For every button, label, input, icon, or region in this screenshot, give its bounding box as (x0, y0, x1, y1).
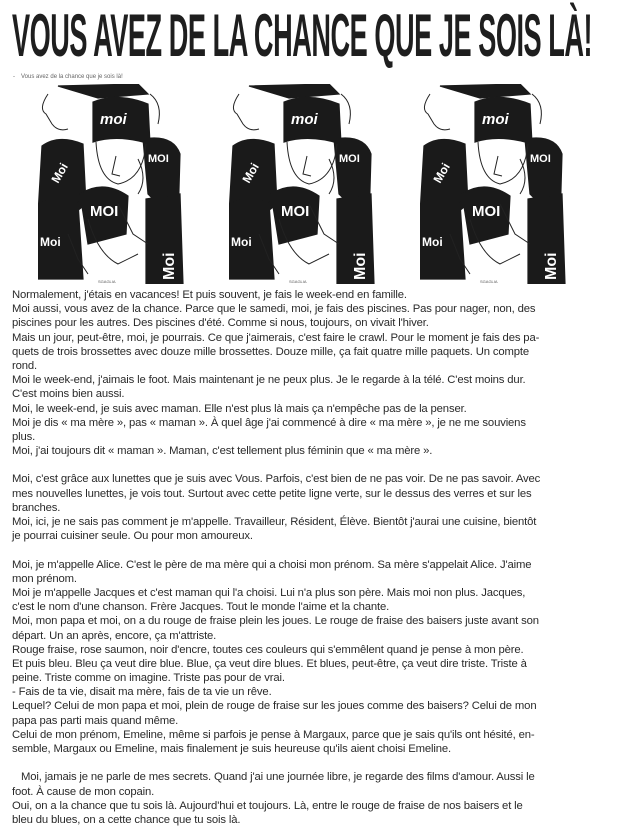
paragraph-gap (12, 756, 612, 770)
paragraph (12, 472, 612, 543)
text-line: rond. (12, 359, 37, 372)
moi-word: MOI (281, 203, 310, 220)
moi-word: MOI (339, 153, 360, 165)
text-line: Moi, c'est grâce aux lunettes que je suis avec Vous. Parfois, c'est bien de ne pas voir. De ne pas savoir. Avec (12, 473, 541, 486)
image-caption (13, 74, 123, 81)
text-line: départ. Un an après, encore, ça m'attriste. (12, 629, 217, 642)
moi-word: Moi (543, 252, 560, 280)
caption-bullet: - (13, 74, 15, 80)
paragraph-gap (12, 543, 612, 557)
text-line: plus. (12, 430, 36, 443)
moi-word: Moi (430, 160, 453, 186)
text-line: Moi je dis « ma mère », pas « maman ». À quel âge j'ai commencé à dire « ma mère », je ne me souviens (12, 416, 526, 429)
artist-signature: SGAGLIA (98, 279, 116, 284)
text-line: Moi le week-end, j'aimais le foot. Mais maintenant je ne peux plus. Je le regarde à la télé. C'est moins dur. (12, 374, 526, 387)
moi-word: MOI (530, 153, 551, 165)
text-line: semble, Margaux ou Emeline, mais finalement je suis heureuse qu'ils aient choisi Emeline. (12, 743, 452, 755)
text-line: quets de trois brossettes avec douze mille brossettes. Douze mille, ça fait quatre mille paquets. Un compte (12, 345, 530, 358)
article-body (12, 288, 612, 827)
moi-word: MOI (148, 153, 169, 165)
artist-signature: SGAGLIA (480, 279, 498, 284)
moi-word: MOI (90, 203, 119, 220)
text-line: peine. Triste comme on imagine. Triste pas pour de vrai. (12, 672, 285, 685)
text-line: Moi je m'appelle Jacques et c'est maman qui l'a choisi. Lui n'a plus son père. Mais moi non plus. Jacques, (12, 586, 526, 599)
moi-word: Moi (231, 235, 252, 249)
text-line: je pourrai cuisiner seule. Ou pour mon amoureux. (12, 530, 253, 543)
moi-word: moi (100, 111, 127, 128)
paragraph (12, 558, 612, 757)
moi-word: Moi (161, 252, 178, 280)
paragraph-gap (12, 458, 612, 472)
caption-text: Vous avez de la chance que je sois là! (21, 74, 123, 80)
text-line: piscines pour les autres. Des piscines d'été. Comme si nous, toujours, on vivait l'hiver. (12, 317, 429, 330)
artist-signature: SGAGLIA (289, 279, 307, 284)
text-line: Mais un jour, peut-être, moi, je pourrais. Ce que j'aimerais, c'est faire le crawl. Pour le moment je fais des pa- (12, 331, 540, 344)
text-line: Moi aussi, vous avez de la chance. Parce que le samedi, moi, je fais des piscines. Pas pour nager, non, des (12, 303, 536, 316)
text-line: Oui, on a la chance que tu sois là. Aujourd'hui et toujours. Là, entre le rouge de fraise de nos baisers et le (12, 799, 523, 812)
moi-faces-illustration (38, 84, 184, 284)
moi-word: Moi (422, 235, 443, 249)
paragraph (12, 288, 612, 458)
text-line: Rouge fraise, rose saumon, noir d'encre, toutes ces couleurs qui s'emmêlent quand je pense à mon père. (12, 643, 524, 656)
moi-faces-illustration (420, 84, 566, 284)
text-line: Moi, je m'appelle Alice. C'est le père de ma mère qui a choisi mon prénom. Sa mère s'appelait Alice. J'aime (12, 558, 532, 571)
text-line: Normalement, j'étais en vacances! Et puis souvent, je fais le week-end en famille. (12, 289, 407, 301)
text-line: papa pas parti mais quand même. (12, 714, 179, 727)
moi-word: Moi (352, 252, 369, 280)
text-line: Moi, jamais je ne parle de mes secrets. Quand j'ai une journée libre, je regarde des films d'amour. Aussi le (12, 771, 535, 784)
text-line: C'est moins bien aussi. (12, 388, 125, 401)
text-line: Lequel? Celui de mon papa et moi, plein de rouge de fraise sur les joues comme des baisers? Celui de mon (12, 700, 537, 713)
text-line: foot. À cause de mon copain. (12, 785, 155, 798)
text-line: Moi, le week-end, je suis avec maman. Elle n'est plus là mais ça n'empêche pas de la penser. (12, 402, 467, 415)
text-line: branches. (12, 501, 61, 514)
text-line: c'est le nom d'une chanson. Frère Jacques. Tout le monde l'aime et la chante. (12, 601, 390, 614)
moi-faces-illustration (229, 84, 375, 284)
page-title: VOUS AVEZ DE LA CHANCE QUE JE SOIS LÀ! (12, 2, 593, 69)
moi-word: MOI (472, 203, 501, 220)
text-line: Moi, ici, je ne sais pas comment je m'appelle. Travailleur, Résident, Élève. Bientôt j'aurai une cuisine, bientôt (12, 516, 537, 528)
text-line: Celui de mon prénom, Emeline, même si parfois je pense à Margaux, parce que je sais qu'ils ont hésité, en- (12, 728, 535, 741)
moi-word: moi (482, 111, 509, 128)
text-line: bleu du blues, on a cette chance que tu sois là. (12, 813, 241, 826)
text-line: mes nouvelles lunettes, je vois tout. Surtout avec cette petite ligne verte, sur le dessus des verres et sur les (12, 487, 532, 500)
paragraph (12, 770, 612, 827)
text-line: Moi, mon papa et moi, on a du rouge de fraise plein les joues. Le rouge de fraise des baisers juste avant son (12, 615, 539, 628)
text-line: - Fais de ta vie, disait ma mère, fais de ta vie un rêve. (12, 686, 272, 699)
text-line: mon prénom. (12, 572, 77, 585)
text-line: Et puis bleu. Bleu ça veut dire blue. Blue, ça veut dire blues. Et blues, peut-être, ça veut dire triste. Triste à (12, 657, 527, 670)
text-line: Moi, j'ai toujours dit « maman ». Maman, c'est tellement plus féminin que « ma mère ». (12, 445, 433, 458)
moi-word: Moi (40, 235, 61, 249)
moi-word: moi (291, 111, 318, 128)
moi-word: Moi (239, 160, 262, 186)
moi-word: Moi (48, 160, 71, 186)
